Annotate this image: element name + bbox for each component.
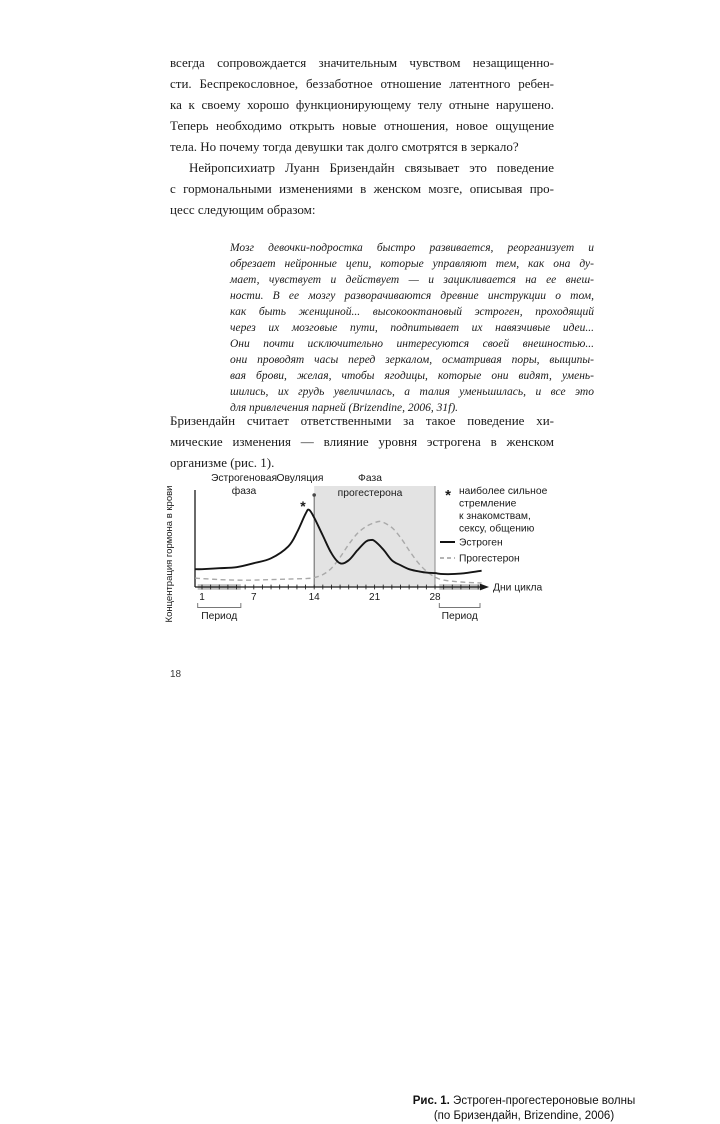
text-line: через их мозговые пути, подпитывает их навязчивые идеи... xyxy=(230,322,594,334)
x-tick-labels xyxy=(199,592,441,603)
text-line: вая брови, желая, чтобы ягодицы, которые они видят, умень- xyxy=(230,370,594,382)
phase-label-estrogen-1: Эстрогеновая xyxy=(210,473,278,484)
text-line: для привлечения парней (Brizendine, 2006, 31f). xyxy=(230,402,459,414)
note-line-2: стремление xyxy=(459,498,517,510)
note-line-3: к знакомствам, xyxy=(459,511,531,522)
phase-label-estrogen-2: фаза xyxy=(231,486,257,497)
text-line: Нейропсихиатр Луанн Бризендайн связывает это поведение xyxy=(189,160,554,175)
x-tick-label: 21 xyxy=(369,592,381,603)
note-asterisk: * xyxy=(445,487,451,504)
text-line: организме (рис. 1). xyxy=(170,455,275,470)
phase-label-ovulation: Овуляция xyxy=(276,473,324,484)
text-line: ка к своему хорошо функционирующему телу отныне нарушено. xyxy=(170,97,554,112)
text-line: цесс следующим образом: xyxy=(170,202,316,217)
x-axis-label: Дни цикла xyxy=(493,582,543,594)
estrogen-peak-asterisk: * xyxy=(300,497,306,514)
block-quote xyxy=(230,240,594,416)
period-bracket xyxy=(439,603,480,608)
text-line: мические изменения — влияние уровня эстрогена в женском xyxy=(170,434,554,449)
period-brackets xyxy=(198,603,480,622)
body-text xyxy=(170,52,554,220)
caption-number: Рис. 1. xyxy=(412,1095,450,1107)
body-paragraph-2 xyxy=(170,157,554,220)
figure-caption xyxy=(332,1094,716,1124)
text-line: тела. Но почему тогда девушки так долго смотрятся в зеркало? xyxy=(170,139,519,154)
phase-label-progesterone-1: Фаза xyxy=(358,473,382,484)
x-axis-arrow xyxy=(480,584,489,591)
x-tick-label: 7 xyxy=(250,592,257,603)
text-line: мает, чувствует и действует — и зацикливается на ее внеш- xyxy=(230,274,594,286)
hormone-cycle-chart xyxy=(162,470,558,630)
text-line: ности. В ее мозгу разворачиваются древние инструкции о том, xyxy=(230,290,594,302)
text-line: Бризендайн считает ответственными за такое поведение хи- xyxy=(170,413,554,428)
body-paragraph-3 xyxy=(170,410,554,473)
page-number: 18 xyxy=(170,669,182,680)
text-line: обрезает нейронные цепи, которые управляют тем, как она ду- xyxy=(230,258,594,270)
x-tick-label: 14 xyxy=(308,592,320,603)
text-line: с гормональными изменениями в женском мозге, описывая про- xyxy=(170,181,554,196)
phase-label-progesterone-2: прогестерона xyxy=(337,488,403,499)
note-line-1: наиболее сильное xyxy=(459,486,548,497)
period-label: Период xyxy=(441,611,478,622)
y-axis-label: Концентрация гормона в крови xyxy=(164,485,175,623)
legend-progesterone-label: Прогестерон xyxy=(459,553,520,565)
text-line: они проводят часы перед зеркалом, осматривая поры, выщипы- xyxy=(230,354,594,366)
caption-line-2: (по Бризендайн, Brizendine, 2006) xyxy=(433,1110,615,1122)
caption-line-1 xyxy=(332,1094,716,1109)
period-label: Период xyxy=(201,611,238,622)
x-tick-label: 1 xyxy=(199,592,205,603)
text-line: Теперь необходимо открыть новые отношения, новое ощущение xyxy=(170,118,554,133)
text-line: шились, их грудь увеличилась, а талия уменьшилась, и все это xyxy=(230,386,594,398)
text-line: сти. Беспрекословное, беззаботное отношение латентного ребен- xyxy=(170,76,554,91)
period-bracket xyxy=(198,603,241,608)
note-line-4: сексу, общению xyxy=(459,523,535,535)
body-paragraph-1 xyxy=(170,52,554,157)
legend-estrogen-label: Эстроген xyxy=(459,537,503,549)
text-line: Они почти исключительно интересуются своей внешностью... xyxy=(230,338,594,350)
text-line: как быть женщиной... высокооктановый эстроген, проходящий xyxy=(230,306,594,318)
caption-title: Эстроген-прогестероновые волны xyxy=(449,1095,636,1107)
text-line: всегда сопровождается значительным чувством незащищенно- xyxy=(170,55,554,70)
text-line: Мозг девочки-подростка быстро развивается, реорганизует и xyxy=(230,242,594,254)
x-tick-label: 28 xyxy=(429,592,441,603)
ovulation-dot xyxy=(312,493,316,497)
